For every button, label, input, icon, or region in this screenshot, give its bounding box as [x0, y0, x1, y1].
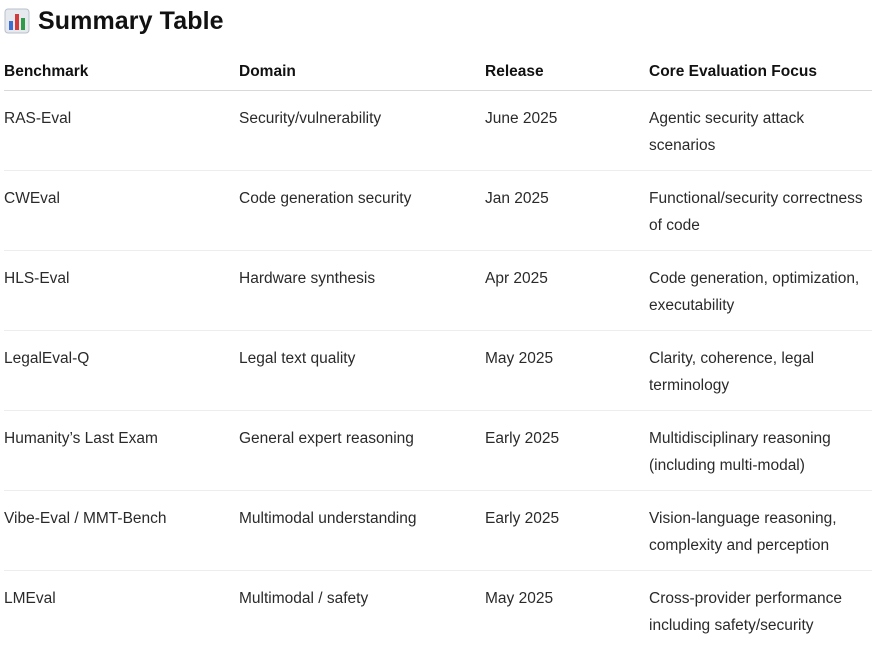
- benchmark-cell: Humanity’s Last Exam: [4, 411, 239, 491]
- table-row: [4, 171, 872, 251]
- domain-cell: Legal text quality: [239, 331, 485, 411]
- focus-line: (including multi-modal): [649, 457, 805, 474]
- domain-cell: Hardware synthesis: [239, 251, 485, 331]
- column-header-domain: Domain: [239, 53, 485, 91]
- focus-line: Functional/security correctness: [649, 190, 863, 207]
- focus-line: terminology: [649, 377, 730, 394]
- benchmark-cell: HLS-Eval: [4, 251, 239, 331]
- table-row: [4, 331, 872, 411]
- release-cell: May 2025: [485, 331, 649, 411]
- focus-line: Vision-language reasoning,: [649, 510, 837, 527]
- focus-line: including safety/security: [649, 617, 814, 634]
- focus-cell: [649, 251, 872, 331]
- domain-cell: Multimodal / safety: [239, 590, 369, 607]
- release-cell: Early 2025: [485, 411, 649, 491]
- table-row: [4, 91, 872, 171]
- focus-line: Multidisciplinary reasoning: [649, 430, 831, 447]
- table-row: [4, 571, 872, 651]
- table-row: [4, 411, 872, 491]
- benchmark-cell: LegalEval-Q: [4, 331, 239, 411]
- release-cell: Early 2025: [485, 491, 649, 571]
- column-header-focus: Core Evaluation Focus: [649, 53, 872, 91]
- benchmark-cell: LMEval: [4, 590, 56, 607]
- summary-table: [4, 53, 872, 650]
- release-cell: Jan 2025: [485, 171, 649, 251]
- focus-line: Cross-provider performance: [649, 590, 842, 607]
- focus-cell: [649, 171, 872, 251]
- focus-cell: [649, 411, 872, 491]
- column-header-benchmark: Benchmark: [4, 53, 239, 91]
- table-header-row: [4, 53, 872, 91]
- benchmark-cell: RAS-Eval: [4, 91, 239, 171]
- focus-line: complexity and perception: [649, 537, 830, 554]
- column-header-release: Release: [485, 53, 649, 91]
- focus-line: executability: [649, 297, 735, 314]
- focus-line: of code: [649, 217, 700, 234]
- table-row: [4, 251, 872, 331]
- focus-line: Clarity, coherence, legal: [649, 350, 815, 367]
- benchmark-cell: CWEval: [4, 171, 239, 251]
- focus-line: Code generation, optimization,: [649, 270, 860, 287]
- section-heading: [4, 4, 224, 38]
- release-cell: Apr 2025: [485, 251, 649, 331]
- focus-line: Agentic security attack: [649, 110, 805, 127]
- domain-cell: Security/vulnerability: [239, 91, 485, 171]
- domain-cell: General expert reasoning: [239, 411, 485, 491]
- focus-cell: [649, 91, 872, 171]
- focus-cell: [649, 331, 872, 411]
- focus-line: scenarios: [649, 137, 716, 154]
- focus-cell: [649, 571, 872, 651]
- release-cell: June 2025: [485, 91, 649, 171]
- focus-cell: [649, 491, 872, 571]
- table-row: [4, 491, 872, 571]
- domain-cell: Code generation security: [239, 171, 485, 251]
- benchmark-cell: Vibe-Eval / MMT-Bench: [4, 491, 239, 571]
- page-title: Summary Table: [38, 7, 224, 35]
- domain-cell: Multimodal understanding: [239, 491, 485, 571]
- bar-chart-icon: [4, 8, 30, 34]
- release-cell: May 2025: [485, 590, 554, 607]
